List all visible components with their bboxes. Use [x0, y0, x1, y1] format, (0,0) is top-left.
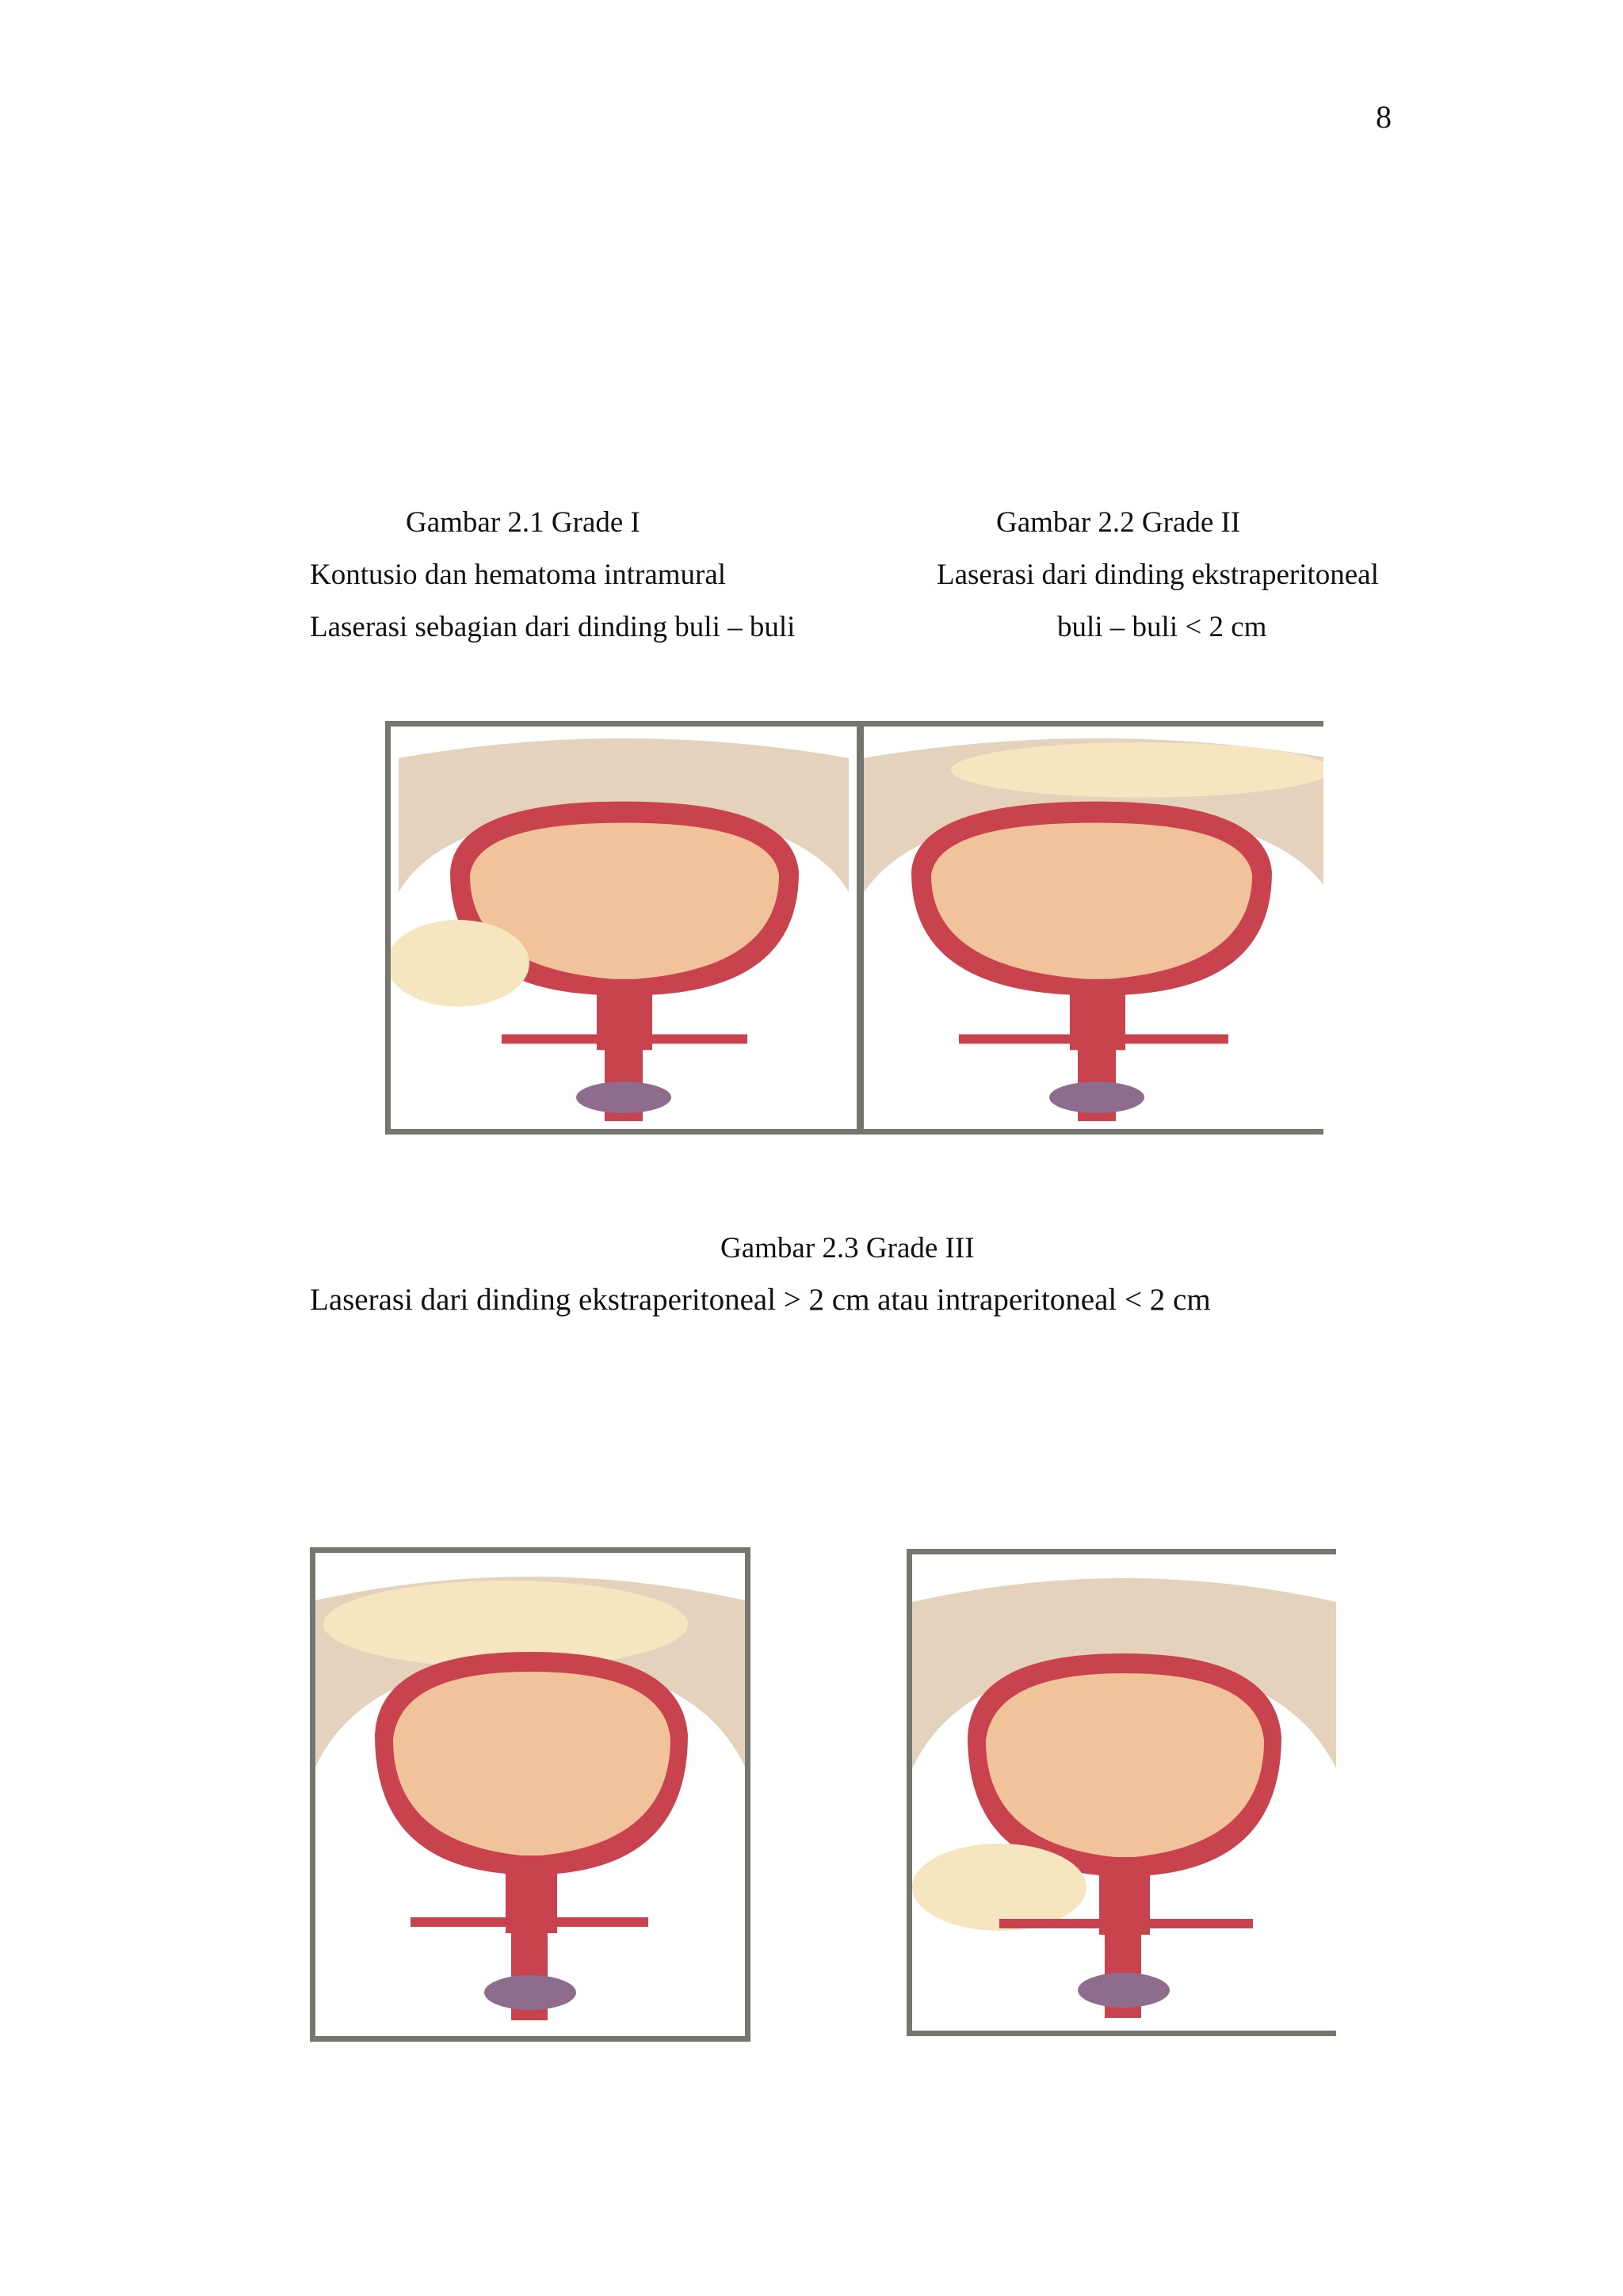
figure-2-2-caption: Gambar 2.2 Grade II — [996, 506, 1241, 539]
figure-2-2-illustration — [864, 727, 1323, 1129]
figure-2-3-illustration-right — [907, 1549, 1336, 2036]
figure-2-1-caption: Gambar 2.1 Grade I — [406, 506, 640, 539]
figure-2-1-description-line2: Laserasi sebagian dari dinding buli – buli — [310, 611, 796, 643]
figure-2-2-description-line1: Laserasi dari dinding ekstraperitoneal — [937, 559, 1379, 591]
extravasation — [391, 920, 529, 1007]
figure-2-3-caption: Gambar 2.3 Grade III — [720, 1232, 975, 1264]
external-genitalia — [576, 1081, 671, 1113]
figure-2-1-description-line1: Kontusio dan hematoma intramural — [310, 559, 727, 591]
page-number: 8 — [1376, 99, 1392, 135]
figure-2-3-description: Laserasi dari dinding ekstraperitoneal > 2 cm atau intraperitoneal < 2 cm — [310, 1283, 1211, 1317]
frame-divider — [857, 727, 864, 1129]
pelvic-floor — [502, 1034, 747, 1043]
figure-2-1-illustration — [391, 727, 857, 1129]
figure-2-3-illustration-left — [310, 1547, 750, 2042]
figures-2-1-2-2-frame — [385, 721, 1323, 1135]
figure-2-2-description-line2: buli – buli < 2 cm — [1057, 611, 1267, 643]
